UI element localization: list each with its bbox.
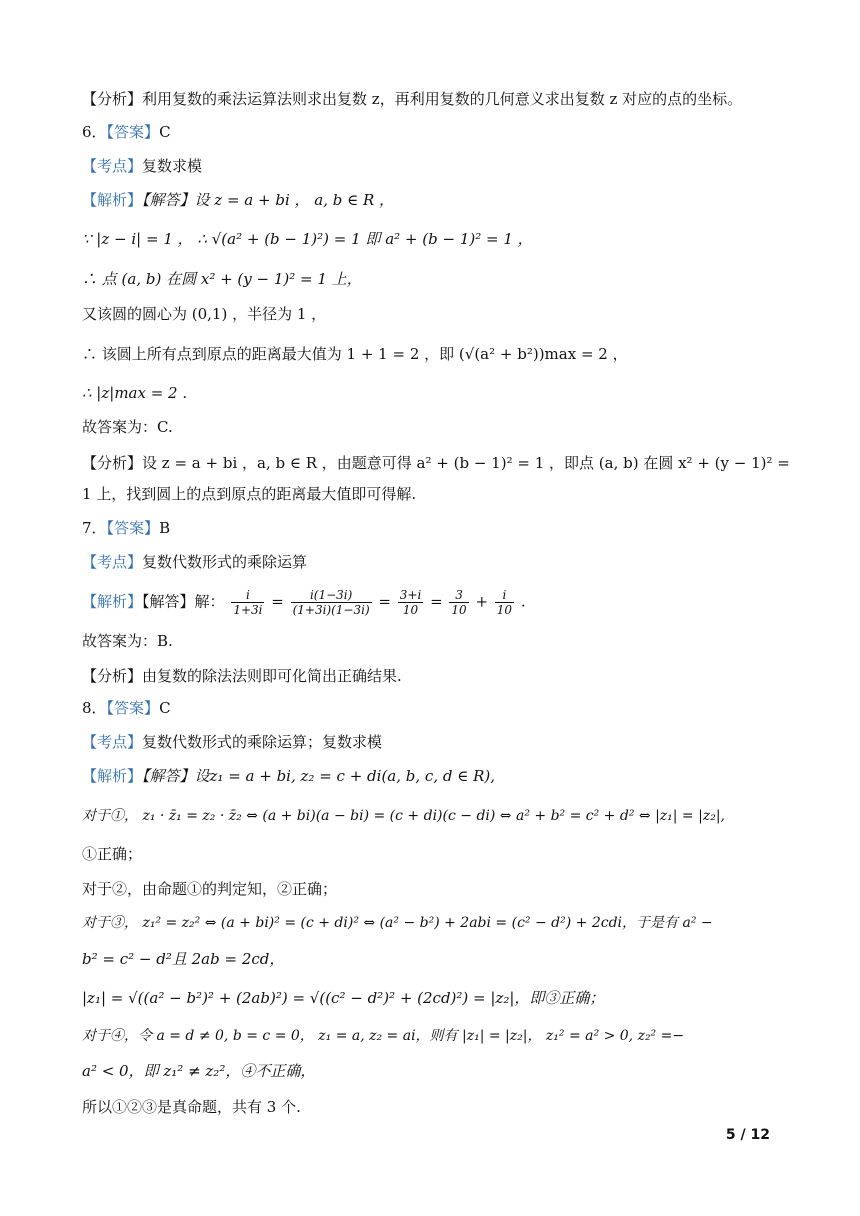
analysis-6-line — [82, 452, 790, 474]
fraction: $\frac{i}{10}$ — [496, 588, 513, 617]
solution-text: 【解答】设 z = a + bi ， a, b ∈ R ， — [142, 191, 395, 209]
page-number: 5 / 12 — [725, 1127, 770, 1143]
topic-tag: 【考点】 — [82, 733, 143, 751]
solution-tag: 【解析】 — [82, 592, 143, 611]
topic-text: 复数代数形式的乘除运算 — [142, 553, 308, 571]
conclusion-line: 所以①②③是真命题，共有 3 个. — [82, 1098, 301, 1116]
solution-line: b² = c² − d²且 2ab = 2cd， — [82, 950, 285, 968]
topic-8-line — [82, 731, 382, 753]
solution-7-line: 【解析】【解答】解： $\frac{i}{1+3i}$ = $\frac{i(1-3i)}{(1+3i)(1-3i)}$ = $\frac{3+i}{10}$ = $\frac{3}{10}$ + $\frac{i}{10}$ . — [82, 588, 526, 617]
solution-text: 【解答】解： — [142, 592, 225, 611]
solution-text: 【解答】设z₁ = a + bi, z₂ = c + di(a, b, c, d ∈ R), — [142, 767, 496, 785]
solution-line: 对于②，由命题①的判定知，②正确； — [82, 880, 338, 898]
topic-tag: 【考点】 — [82, 157, 143, 175]
answer-value: B — [159, 519, 171, 537]
answer-value: C — [159, 699, 171, 717]
analysis-7-line: 【分析】由复数的除法法则即可化简出正确结果. — [82, 667, 402, 685]
answer-tag: 【答案】 — [106, 519, 160, 537]
question-number: 7． — [82, 519, 107, 537]
analysis-tag: 【分析】 — [82, 90, 143, 108]
topic-7-line — [82, 551, 307, 573]
topic-text: 复数代数形式的乘除运算；复数求模 — [142, 733, 383, 751]
solution-line: |z₁| = √((a² − b²)² + (2ab)²) = √((c² − d²)² + (2cd)²) = |z₂|，即③正确； — [82, 989, 605, 1007]
answer-7-line — [82, 517, 170, 539]
answer-tag: 【答案】 — [106, 123, 160, 141]
analysis-text: 设 z = a + bi ，a, b ∈ R ，由题意可得 a² + (b − 1)² = 1 ，即点 (a, b) 在圆 x² + (y − 1)² = — [142, 454, 790, 472]
solution-line: ∵ |z − i| = 1 ， ∴ √(a² + (b − 1)²) = 1 即 a² + (b − 1)² = 1 ， — [82, 230, 533, 248]
answer-summary: 故答案为：B. — [82, 632, 173, 650]
analysis-line-cont: 1 上，找到圆上的点到原点的距离最大值即可得解. — [82, 485, 417, 503]
solution-line: 对于③， z₁² = z₂² ⇔ (a + bi)² = (c + di)² ⇔ (a² − b²) + 2abi = (c² − d²) + 2cdi，于是有 a² − — [82, 915, 713, 931]
analysis-text: 利用复数的乘法运算法则求出复数 z，再利用复数的几何意义求出复数 z 对应的点的坐标。 — [142, 90, 743, 108]
solution-line: 对于④，令 a = d ≠ 0, b = c = 0， z₁ = a, z₂ = ai，则有 |z₁| = |z₂|， z₁² = a² > 0, z₂² =− — [82, 1028, 685, 1044]
analysis-line — [82, 88, 742, 110]
answer-tag: 【答案】 — [106, 699, 160, 717]
topic-6-line — [82, 155, 202, 177]
fraction: $\frac{3}{10}$ — [451, 588, 467, 617]
solution-8-line — [82, 765, 495, 787]
question-number: 6． — [82, 123, 107, 141]
solution-line: ∴ |z|max = 2 . — [82, 384, 188, 402]
solution-line: ∴ 点 (a, b) 在圆 x² + (y − 1)² = 1 上， — [82, 270, 362, 288]
solution-line: ①正确； — [82, 845, 143, 863]
answer-summary: 故答案为：C. — [82, 418, 173, 436]
topic-text: 复数求模 — [142, 157, 203, 175]
solution-line: ∴ 该圆上所有点到原点的距离最大值为 1 + 1 = 2 ，即 (√(a² + b²))max = 2 ， — [82, 345, 628, 363]
fraction: $\frac{i}{1+3i}$ — [233, 588, 263, 617]
analysis-tag: 【分析】 — [82, 454, 143, 472]
solution-6-line — [82, 189, 394, 211]
solution-line: a² < 0，即 z₁² ≠ z₂²，④不正确， — [82, 1062, 316, 1080]
answer-6-line — [82, 121, 171, 143]
solution-line: 对于①， z₁ · z̄₁ = z₂ · z̄₂ ⇔ (a + bi)(a − bi) = (c + di)(c − di) ⇔ a² + b² = c² + d² ⇔ |z₁| = |z₂|, — [82, 808, 725, 824]
fraction: $\frac{i(1-3i)}{(1+3i)(1-3i)}$ — [292, 588, 370, 617]
answer-8-line — [82, 697, 171, 719]
solution-tag: 【解析】 — [82, 767, 143, 785]
solution-tag: 【解析】 — [82, 191, 143, 209]
question-number: 8． — [82, 699, 107, 717]
answer-value: C — [159, 123, 171, 141]
solution-line: 又该圆的圆心为 (0,1) ，半径为 1 ， — [82, 305, 327, 323]
fraction: $\frac{3+i}{10}$ — [399, 588, 422, 617]
topic-tag: 【考点】 — [82, 553, 143, 571]
